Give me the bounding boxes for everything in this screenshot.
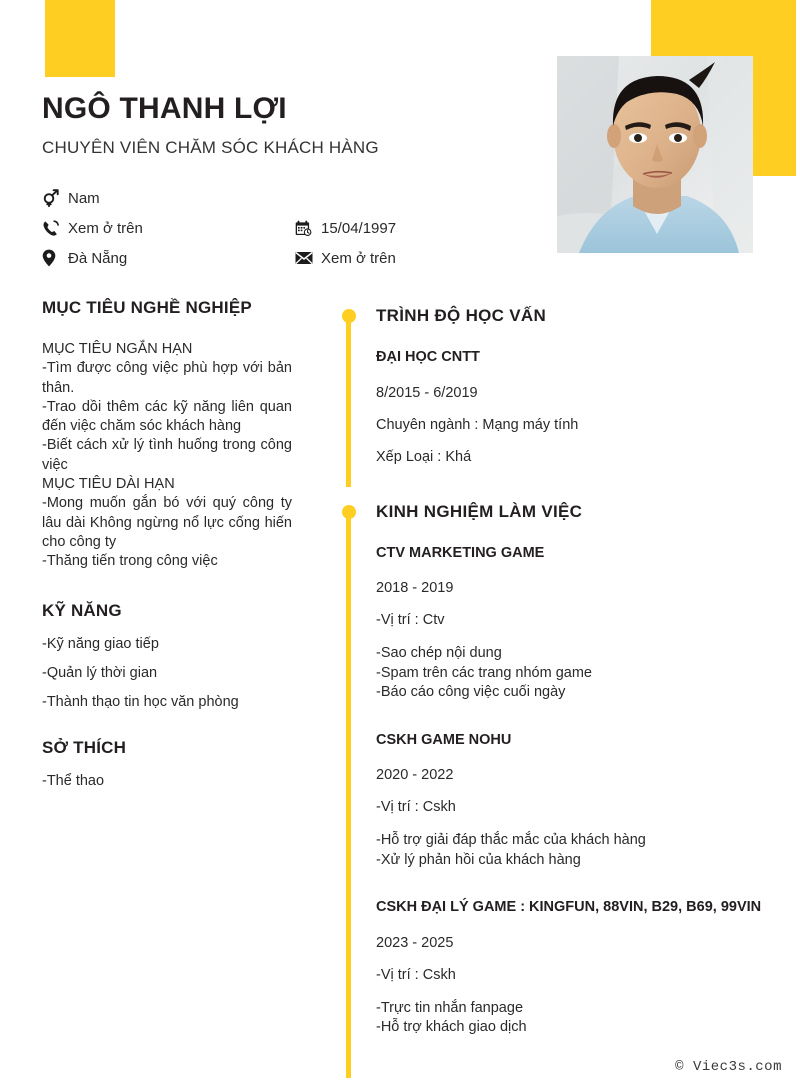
right-column xyxy=(336,305,766,1078)
education-date: 8/2015 - 6/2019 xyxy=(376,384,478,401)
header-accent-block-left xyxy=(45,0,115,77)
contact-value-location: Đà Nẵng xyxy=(68,249,128,267)
portrait-photo-icon xyxy=(557,56,753,253)
page-title: NGÔ THANH LỢI xyxy=(42,92,287,125)
education-major: Chuyên ngành : Mạng máy tính xyxy=(376,416,579,433)
short-term-heading: MỤC TIÊU NGẮN HẠN xyxy=(42,341,193,357)
experience-date: 2020 - 2022 xyxy=(376,767,454,784)
experience-duties xyxy=(376,999,766,1038)
experience-duties xyxy=(376,644,766,703)
skills-list xyxy=(42,636,292,710)
avatar xyxy=(557,56,753,253)
list-item: -Quản lý thời gian xyxy=(42,664,158,681)
contact-value-gender: Nam xyxy=(68,189,100,207)
experience-entry xyxy=(376,898,766,1038)
duty-item: -Trực tin nhắn fanpage xyxy=(376,999,524,1016)
duty-item: -Sao chép nội dung xyxy=(376,645,502,662)
timeline-line xyxy=(346,314,351,487)
contact-row-location xyxy=(42,247,143,269)
education-heading: TRÌNH ĐỘ HỌC VẤN xyxy=(376,306,547,325)
contact-row-phone xyxy=(42,217,143,239)
hobbies-heading: SỞ THÍCH xyxy=(42,737,127,757)
timeline-marker xyxy=(342,505,356,519)
duty-item: -Spam trên các trang nhóm game xyxy=(376,664,592,681)
education-grade: Xếp Loại : Khá xyxy=(376,448,472,465)
education-section xyxy=(336,305,766,487)
job-title: CHUYÊN VIÊN CHĂM SÓC KHÁCH HÀNG xyxy=(42,138,379,157)
list-item: -Thể thao xyxy=(42,772,105,789)
education-school: ĐẠI HỌC CNTT xyxy=(376,349,480,365)
contact-row-email xyxy=(295,247,396,269)
contact-value-birthday: 15/04/1997 xyxy=(321,219,397,237)
experience-duties xyxy=(376,831,766,870)
gender-icon xyxy=(42,189,68,207)
calendar-icon xyxy=(295,220,321,237)
short-term-item: -Tìm được công việc phù hợp với bản thân. xyxy=(42,360,292,396)
short-term-item: -Biết cách xử lý tình huống trong công việc xyxy=(42,437,292,473)
experience-company: CSKH GAME NOHU xyxy=(376,731,512,748)
location-pin-icon xyxy=(42,249,68,267)
duty-item: -Hỗ trợ giải đáp thắc mắc của khách hàng xyxy=(376,832,646,849)
experience-position: -Vị trí : Ctv xyxy=(376,612,445,629)
experience-entry xyxy=(376,731,766,871)
experience-position: -Vị trí : Cskh xyxy=(376,799,456,816)
experience-company: CTV MARKETING GAME xyxy=(376,544,545,561)
experience-section xyxy=(336,501,766,1078)
skills-heading: KỸ NĂNG xyxy=(42,600,122,620)
hobbies-list xyxy=(42,773,292,789)
left-column xyxy=(42,298,292,789)
duty-item: -Xử lý phản hồi của khách hàng xyxy=(376,851,581,868)
envelope-icon xyxy=(295,251,321,265)
contact-row-birthday xyxy=(295,217,396,239)
experience-date: 2018 - 2019 xyxy=(376,580,454,597)
experience-entry xyxy=(376,544,766,703)
duty-item: -Báo cáo công việc cuối ngày xyxy=(376,684,566,701)
contact-value-phone: Xem ở trên xyxy=(68,219,143,237)
experience-position: -Vị trí : Cskh xyxy=(376,966,456,983)
timeline-marker xyxy=(342,309,356,323)
experience-heading: KINH NGHIỆM LÀM VIỆC xyxy=(376,501,583,521)
experience-company: CSKH ĐẠI LÝ GAME : KINGFUN, 88VIN, B29, B69, 99VIN xyxy=(376,899,762,916)
contact-value-email: Xem ở trên xyxy=(321,249,396,267)
career-goal-body xyxy=(42,340,292,572)
education-entry xyxy=(376,348,766,465)
contact-list-right xyxy=(295,217,396,269)
list-item: -Kỹ năng giao tiếp xyxy=(42,635,159,652)
phone-icon xyxy=(42,220,68,237)
experience-date: 2023 - 2025 xyxy=(376,934,454,951)
long-term-heading: MỤC TIÊU DÀI HẠN xyxy=(42,476,175,493)
contact-row-gender xyxy=(42,187,143,209)
career-goal-heading: MỤC TIÊU NGHỀ NGHIỆP xyxy=(42,298,252,317)
footer-watermark: © Viec3s.com xyxy=(675,1059,782,1075)
short-term-item: -Trao dồi thêm các kỹ năng liên quan đến việc chăm sóc khách hàng xyxy=(42,398,292,435)
long-term-item: -Mong muốn gắn bó với quý công ty lâu dài Không ngừng nổ lực cống hiến cho công ty xyxy=(42,495,292,550)
long-term-item: -Thăng tiến trong công việc xyxy=(42,553,218,570)
contact-list-left xyxy=(42,187,143,269)
list-item: -Thành thạo tin học văn phòng xyxy=(42,693,239,710)
duty-item: -Hỗ trợ khách giao dịch xyxy=(376,1019,527,1036)
timeline-line xyxy=(346,510,351,1078)
